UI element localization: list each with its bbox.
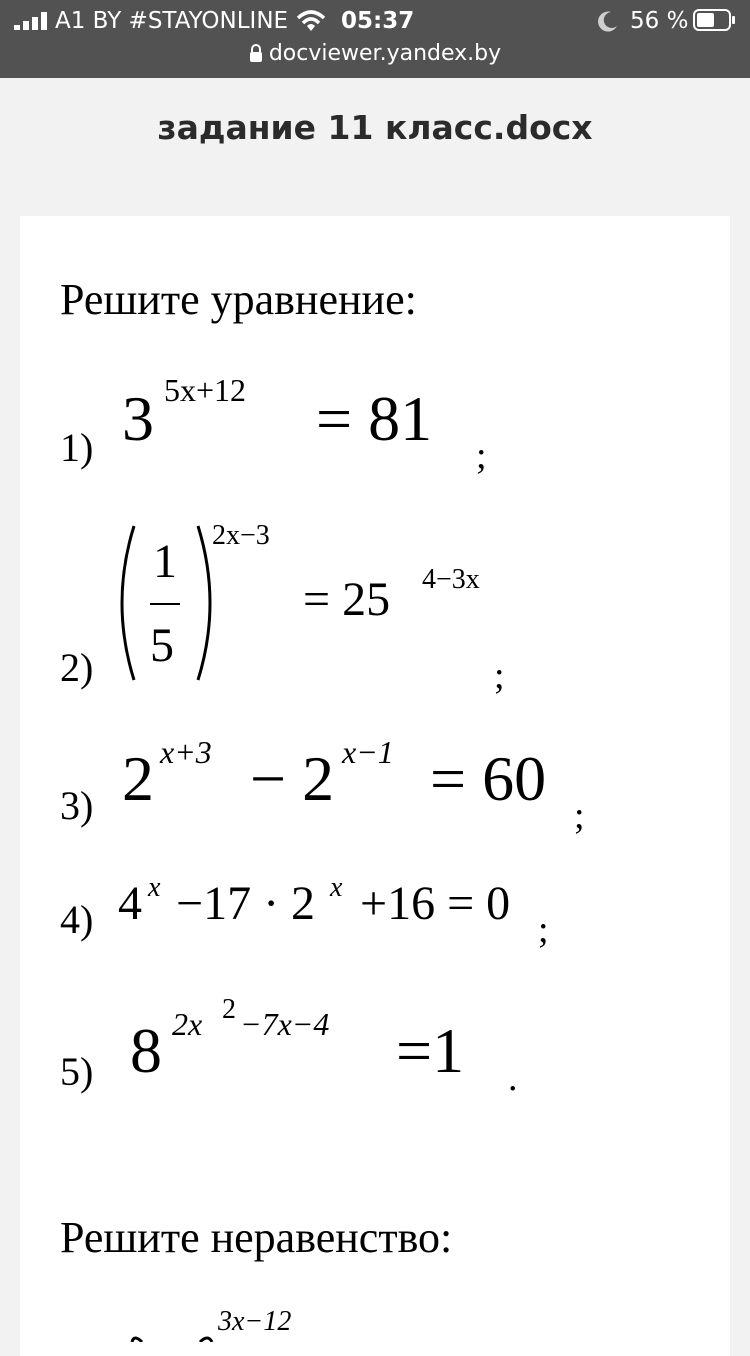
section-heading-equations: Решите уравнение: — [60, 275, 417, 324]
equation-exponent-2: x−1 — [342, 734, 394, 770]
equation-end: ; — [538, 909, 549, 951]
moon-icon — [597, 10, 619, 32]
status-bar — [0, 0, 750, 78]
battery-icon — [693, 9, 735, 31]
equation-rhs: = 60 — [430, 743, 547, 814]
equation-number: 5) — [60, 1049, 94, 1094]
lock-icon — [249, 44, 263, 62]
fraction-denominator: 5 — [150, 619, 174, 672]
equation-exponent: 5x+12 — [164, 372, 247, 408]
equation-base: 8 — [130, 1015, 162, 1086]
equation-number: 1) — [60, 425, 94, 470]
equation-rhs-exponent: 4−3x — [422, 564, 480, 595]
equation-number: 3) — [60, 783, 94, 828]
document-title: задание 11 класс.docx — [157, 108, 593, 147]
section-heading-inequalities: Решите неравенство: — [60, 1213, 453, 1262]
fraction-numerator: 1 — [153, 535, 177, 588]
equation-exponent-b: −7x−4 — [240, 1006, 330, 1042]
equation-end: ; — [494, 655, 505, 697]
equation-exponent-a: 2x — [172, 1006, 203, 1042]
equation-number: 4) — [60, 897, 94, 942]
url-text: docviewer.yandex.by — [268, 41, 502, 66]
wifi-icon — [296, 10, 326, 32]
equation-rhs: =1 — [396, 1015, 465, 1086]
equation-rhs: = 25 — [303, 573, 391, 626]
equation-subtrahend: − 2 — [250, 743, 335, 814]
document-page[interactable] — [20, 216, 730, 1356]
equation-exponent-square: 2 — [222, 994, 236, 1025]
equation-end: ; — [476, 435, 487, 477]
battery-percentage: 56 % — [630, 8, 689, 34]
equation-exponent-2: x — [330, 872, 343, 903]
equation-middle-term: −17 · 2 — [176, 877, 316, 930]
equation-exponent-1: x — [148, 872, 161, 903]
address-bar[interactable] — [0, 40, 750, 68]
equation-rhs: = 81 — [316, 383, 433, 454]
equation-base: 3 — [122, 383, 154, 454]
inequality-exponent: 3x−12 — [218, 1306, 292, 1337]
equation-number: 2) — [60, 645, 94, 690]
carrier-name: A1 BY #STAYONLINE — [55, 8, 289, 34]
inequality-parentheses — [124, 1312, 224, 1342]
equation-base-1: 4 — [118, 877, 142, 930]
signal-icon — [14, 12, 48, 30]
equation-exponent: 2x−3 — [212, 520, 270, 551]
equation-base-1: 2 — [122, 743, 154, 814]
equation-exponent-1: x+3 — [160, 734, 212, 770]
equation-end: ; — [574, 795, 585, 837]
equation-rhs: +16 = 0 — [360, 877, 511, 930]
equation-end: . — [508, 1057, 518, 1099]
clock-time: 05:37 — [341, 8, 415, 34]
